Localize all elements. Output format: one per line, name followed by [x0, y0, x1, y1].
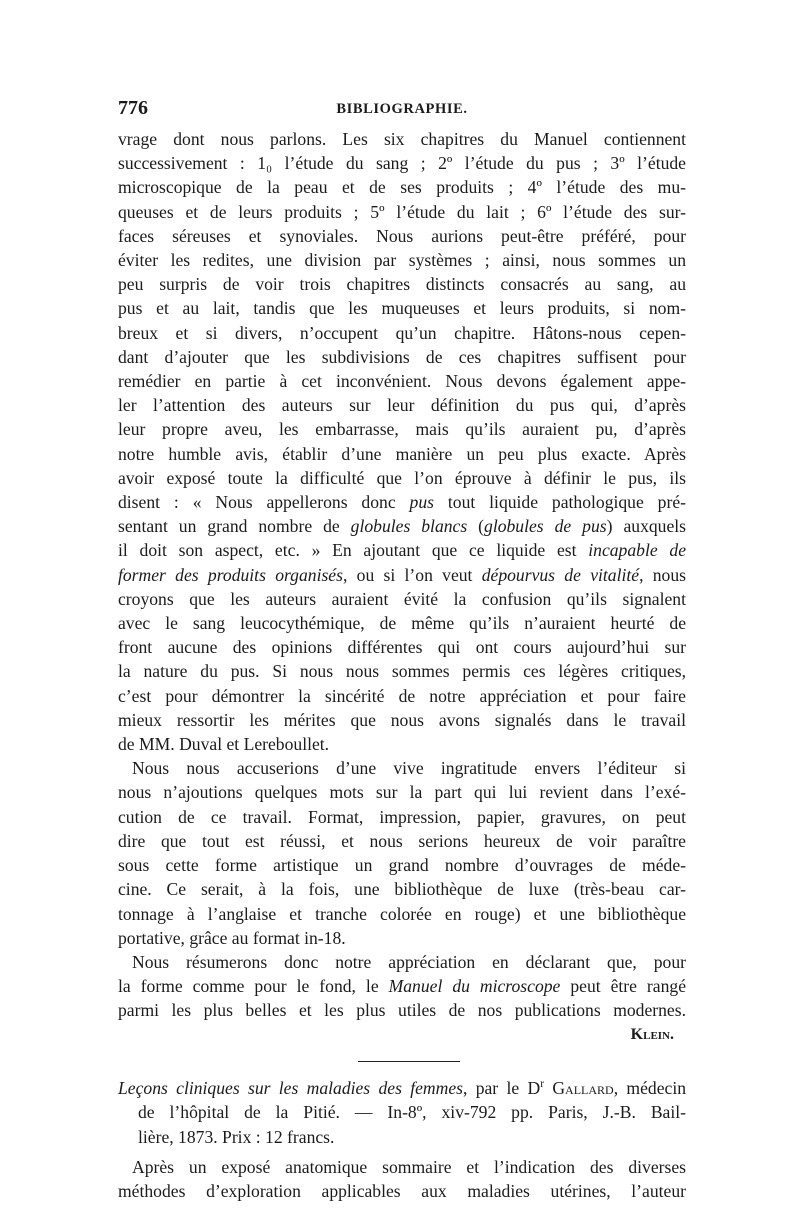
italic-term: Manuel du microscope: [388, 976, 561, 997]
text-segment: , par le D: [463, 1078, 541, 1099]
reviewer-signature: Klein.: [630, 1025, 674, 1043]
citation-line: de l’hôpital de la Pitié. — In-8º, xiv-792 pp. Paris, J.-B. Bail-: [138, 1102, 686, 1123]
text-segment: tout liquide pathologique pré-: [434, 492, 687, 513]
italic-term: former des produits organisés: [118, 564, 343, 585]
text-line: front aucune des opinions différentes qui ont cours aujourd’hui sur: [118, 637, 686, 658]
text-segment: , médecin: [613, 1078, 687, 1099]
text-line: parmi les plus belles et les plus utiles de nos publications modernes.: [118, 1000, 686, 1021]
text-segment: la forme comme pour le fond, le: [118, 976, 389, 997]
text-line: avoir exposé toute la difficulté que l’on éprouve à définir le pus, ils: [118, 467, 686, 488]
text-line: leur propre aveu, les embarrasse, mais qu’ils auraient pu, d’après: [118, 419, 686, 440]
text-line: sous cette forme artistique un grand nombre d’ouvrages de méde-: [118, 855, 686, 876]
text-line: peu surpris de voir trois chapitres distincts consacrés au sang, au: [118, 274, 686, 295]
italic-term: dépourvus de vitalité: [481, 564, 640, 585]
text-segment: , ou si l’on veut: [342, 564, 482, 585]
text-line: queuses et de leurs produits ; 5º l’étude du lait ; 6º l’étude des sur-: [118, 201, 686, 222]
text-line: la nature du pus. Si nous nous sommes permis ces légères critiques,: [118, 661, 686, 682]
italic-term: pus: [409, 492, 434, 513]
text-line: cution de ce travail. Format, impression, papier, gravures, on peut: [118, 806, 686, 827]
text-line: croyons que les auteurs auraient évité la confusion qu’ils signalent: [118, 588, 686, 609]
text-segment: (: [467, 516, 485, 537]
text-line: successivement : 1₀ l’étude du sang ; 2º l’étude du pus ; 3º l’étude: [118, 153, 686, 174]
author-name: Gallard: [544, 1078, 614, 1099]
text-line: mieux ressortir les mérites que nous avons signalés dans le travail: [118, 709, 686, 730]
page-number: 776: [118, 97, 148, 119]
text-line: portative, grâce au format in-18.: [118, 927, 346, 948]
text-line: Nous résumerons donc notre appréciation en déclarant que, pour: [132, 951, 686, 972]
running-head: BIBLIOGRAPHIE.: [336, 101, 468, 117]
page-header: [118, 97, 686, 123]
text-line: c’est pour démontrer la sincérité de notre appréciation et pour faire: [118, 685, 686, 706]
text-line: [118, 563, 686, 587]
text-segment: sentant un grand nombre de: [118, 516, 351, 537]
text-line: éviter les redites, une division par systèmes ; ainsi, nous sommes un: [118, 250, 686, 271]
text-line: notre humble avis, établir d’une manière un peu plus exacte. Après: [118, 443, 686, 464]
text-segment: disent : « Nous appellerons donc: [118, 492, 410, 513]
book-title: Leçons cliniques sur les maladies des femmes: [118, 1078, 463, 1099]
text-line: Nous nous accuserions d’une vive ingratitude envers l’éditeur si: [132, 758, 686, 779]
superscript: r: [540, 1078, 545, 1091]
body-text: [118, 127, 686, 1203]
text-line: breux et si divers, n’occupent qu’un chapitre. Hâtons-nous cepen-: [118, 322, 686, 343]
text-line: remédier en partie à cet inconvénient. Nous devons également appe-: [118, 371, 686, 392]
text-segment: ) auxquels: [606, 516, 687, 537]
text-line: [118, 974, 686, 998]
text-line: [118, 490, 686, 514]
text-line: dire que tout est réussi, et nous serions heureux de voir paraître: [118, 830, 686, 851]
text-segment: , nous: [639, 564, 686, 585]
text-line: avec le sang leucocythémique, de même qu’ils n’auraient heurté de: [118, 613, 686, 634]
citation-line: [118, 1076, 686, 1100]
section-divider: [358, 1061, 460, 1063]
text-line: [118, 538, 686, 562]
text-line: de MM. Duval et Lereboullet.: [118, 734, 330, 755]
italic-term: globules de pus: [484, 516, 607, 537]
text-line: tonnage à l’anglaise et tranche colorée en rouge) et une bibliothèque: [118, 903, 686, 924]
text-line: [118, 514, 686, 538]
text-line: ler l’attention des auteurs sur leur définition du pus qui, d’après: [118, 395, 686, 416]
text-segment: il doit son aspect, etc. » En ajoutant que ce liquide est: [118, 540, 589, 561]
text-line: nous n’ajoutions quelques mots sur la part qui lui revient dans l’exé-: [118, 782, 686, 803]
citation-line: lière, 1873. Prix : 12 francs.: [138, 1126, 335, 1147]
italic-term: globules blancs: [350, 516, 468, 537]
text-line: microscopique de la peau et de ses produits ; 4º l’étude des mu-: [118, 177, 686, 198]
text-line: vrage dont nous parlons. Les six chapitres du Manuel contiennent: [118, 129, 686, 149]
text-line: Après un exposé anatomique sommaire et l’indication des diverses: [132, 1156, 686, 1177]
text-line: pus et au lait, tandis que les muqueuses et leurs produits, si nom-: [118, 298, 686, 319]
text-line: faces séreuses et synoviales. Nous aurions peut-être préféré, pour: [118, 225, 686, 246]
text-line: dant d’ajouter que les subdivisions de ces chapitres suffisent pour: [118, 346, 686, 367]
text-line: cine. Ce serait, à la fois, une bibliothèque de luxe (très-beau car-: [118, 879, 686, 900]
italic-term: incapable de: [588, 540, 686, 561]
text-line: méthodes d’exploration applicables aux maladies utérines, l’auteur: [118, 1181, 686, 1202]
text-segment: peut être rangé: [560, 976, 687, 997]
